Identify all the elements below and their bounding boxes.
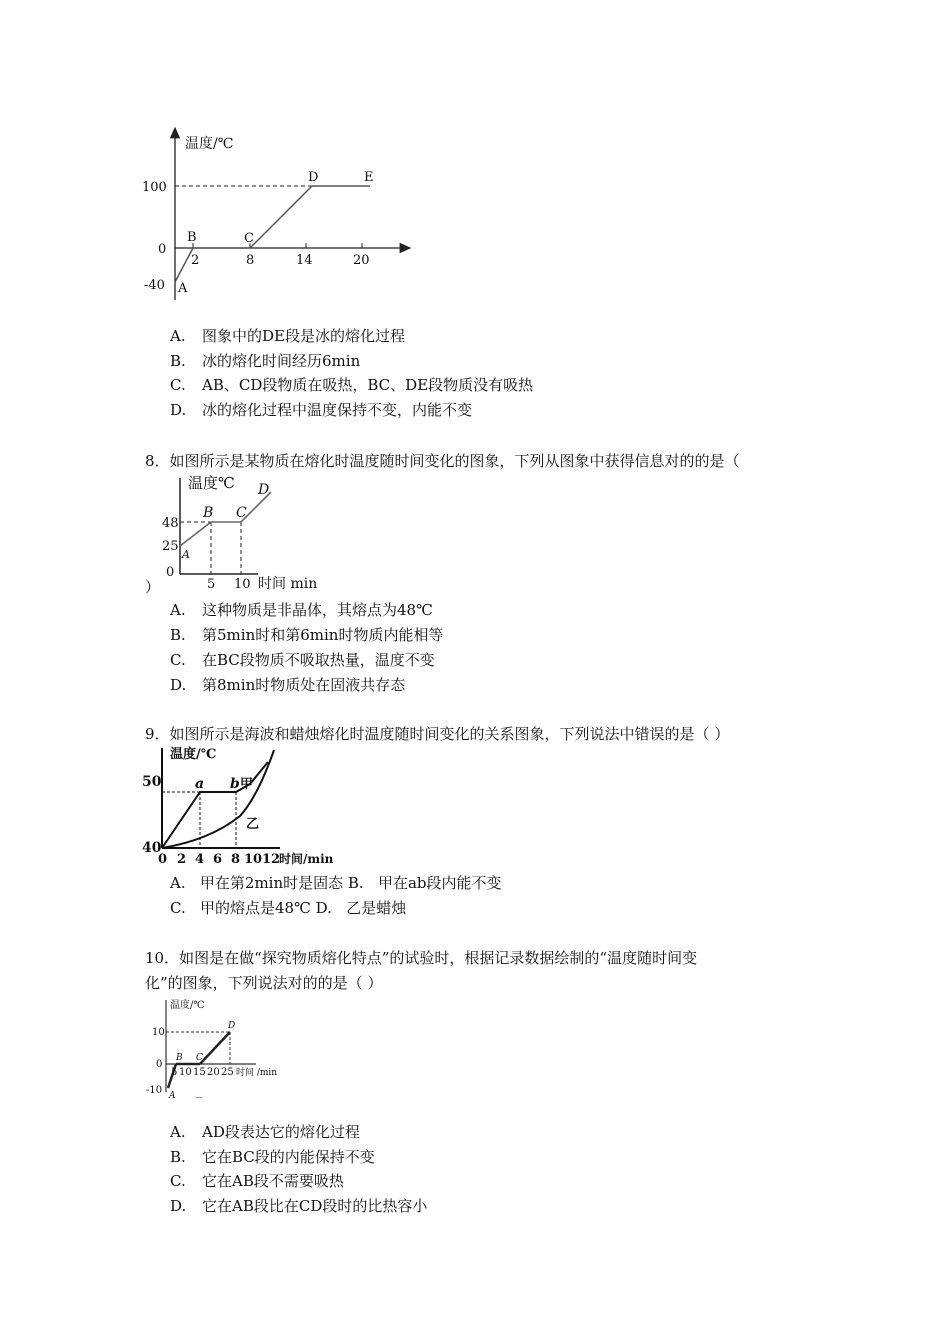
q9-series-yi (162, 750, 274, 848)
q10-ytick-0: 0 (156, 1059, 163, 1070)
q10-option-b[interactable]: B. 它在BC段的内能保持不变 (170, 1148, 375, 1166)
q9-ytick-40: 40 (142, 840, 162, 856)
q7-option-d[interactable]: D. 冰的熔化过程中温度保持不变，内能不变 (170, 401, 473, 419)
q7-option-c[interactable]: C. AB、CD段物质在吸热，BC、DE段物质没有吸热 (170, 376, 534, 394)
q7-xtick-20: 20 (353, 253, 370, 268)
q9-point-b: b (230, 776, 240, 792)
q8-xtick-10: 10 (234, 577, 251, 592)
q7-xtick-14: 14 (296, 253, 313, 268)
q10-stem-line2: 化”的图象，下列说法对的的是（ ） (145, 974, 383, 992)
q10-xtick-15: 15 (193, 1067, 206, 1078)
q8-ytick-0: 0 (166, 565, 175, 580)
q8-option-a[interactable]: A. 这种物质是非晶体，其熔点为48℃ (170, 601, 433, 619)
q10-ytick-neg10: -10 (146, 1085, 163, 1096)
q8-point-a: A (182, 548, 190, 561)
q7-point-c: C (244, 231, 254, 246)
q8-stem-end: ） (145, 578, 161, 596)
q10-option-d[interactable]: D. 它在AB段比在CD段时的比热容小 (170, 1197, 428, 1215)
q7-segment-cd (250, 186, 312, 248)
q8-option-b[interactable]: B. 第5min时和第6min时物质内能相等 (170, 626, 444, 644)
q10-graph-caption: _ (196, 1084, 203, 1099)
q7-option-b[interactable]: B. 冰的熔化时间经历6min (170, 352, 361, 370)
q10-point-c: C (196, 1053, 203, 1063)
q10-xtick-5: 5 (171, 1067, 178, 1078)
q9-xlabel: 时间/min (279, 852, 334, 866)
q9-series-jia (162, 762, 268, 848)
q10-option-c[interactable]: C. 它在AB段不需要吸热 (170, 1172, 344, 1190)
q10-option-a[interactable]: A. AD段表达它的熔化过程 (170, 1123, 360, 1141)
q9-xtick-8: 8 (231, 852, 241, 867)
q8-ytick-48: 48 (162, 516, 179, 531)
q10-xtick-25: 25 (221, 1067, 234, 1078)
q8-option-c[interactable]: C. 在BC段物质不吸取热量，温度不变 (170, 651, 435, 669)
q8-option-d[interactable]: D. 第8min时物质处在固液共存态 (170, 676, 406, 694)
q9-xtick-4: 4 (195, 852, 205, 867)
q7-point-a: A (178, 281, 188, 296)
q10-point-d: D (228, 1021, 236, 1031)
q9-graph (140, 744, 350, 868)
q8-point-d: D (258, 482, 270, 498)
q8-stem: 8．如图所示是某物质在熔化时温度随时间变化的图象，下列从图象中获得信息对的的是（ (145, 452, 740, 470)
q8-point-c: C (236, 505, 247, 521)
q7-xtick-2: 2 (191, 253, 200, 268)
q10-point-b: B (176, 1053, 183, 1063)
q9-xtick-12: 12 (262, 852, 281, 867)
q8-point-b: B (203, 505, 214, 521)
q8-graph (158, 472, 328, 594)
q7-graph (130, 120, 430, 310)
q9-options-row2[interactable]: C. 甲的熔点是48℃ D. 乙是蜡烛 (170, 899, 407, 917)
q9-point-a: a (195, 776, 205, 792)
q9-series-yi-label: 乙 (246, 817, 260, 832)
q7-option-a[interactable]: A. 图象中的DE段是冰的熔化过程 (170, 327, 405, 345)
q10-ylabel: 温度/℃ (170, 1000, 205, 1011)
q8-xlabel: 时间 min (258, 576, 318, 592)
q9-stem: 9．如图所示是海波和蜡烛熔化时温度随时间变化的关系图象，下列说法中错误的是（ ） (145, 725, 730, 743)
q10-stem-line1: 10．如图是在做“探究物质熔化特点”的试验时，根据记录数据绘制的“温度随时间变 (145, 949, 698, 967)
q10-segment-cd (200, 1032, 230, 1064)
q8-ylabel: 温度℃ (188, 474, 235, 492)
q7-point-b: B (187, 230, 197, 245)
q9-ylabel: 温度/℃ (170, 747, 217, 762)
q7-ytick-0: 0 (158, 242, 167, 257)
q9-ytick-50: 50 (142, 774, 162, 790)
q7-ytick-100: 100 (142, 180, 167, 195)
q10-point-a: A (169, 1091, 176, 1101)
q7-ylabel: 温度/℃ (185, 136, 234, 152)
q9-xtick-0: 0 (158, 852, 168, 867)
q7-xtick-8: 8 (246, 253, 255, 268)
q10-ytick-10: 10 (152, 1027, 165, 1038)
q9-xtick-2: 2 (177, 852, 187, 867)
q9-xtick-10: 10 (244, 852, 263, 867)
q7-point-e: E (364, 170, 374, 185)
q8-xtick-5: 5 (207, 577, 216, 592)
q8-ytick-25: 25 (162, 539, 179, 554)
q8-segment-ab (180, 522, 211, 546)
q9-series-jia-label: 甲 (240, 777, 254, 792)
q10-xlabel: 时间 /min (236, 1068, 278, 1078)
q10-graph (138, 994, 288, 1104)
q10-xtick-10: 10 (179, 1067, 192, 1078)
q7-point-d: D (308, 170, 319, 185)
q10-xtick-20: 20 (207, 1067, 220, 1078)
q9-options-row1[interactable]: A. 甲在第2min时是固态 B. 甲在ab段内能不变 (170, 874, 502, 892)
q9-xtick-6: 6 (213, 852, 223, 867)
q7-ytick-neg40: -40 (144, 278, 165, 293)
